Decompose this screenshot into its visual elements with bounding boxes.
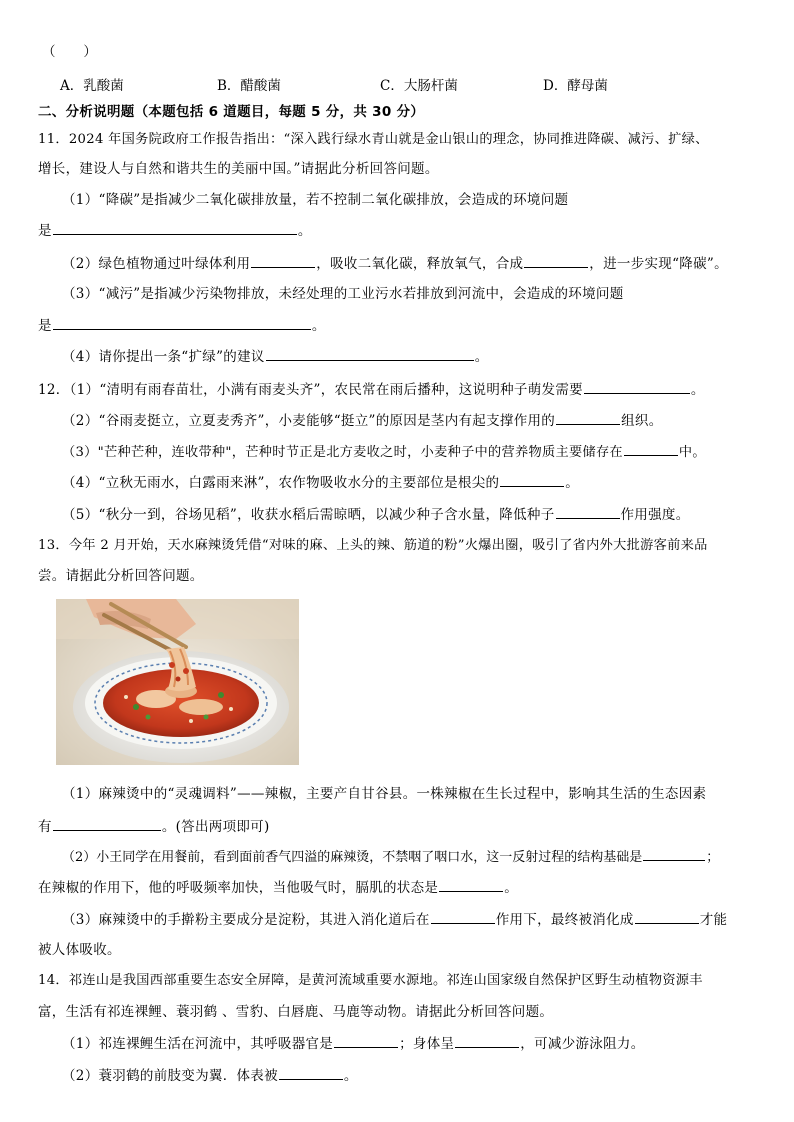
q13-part1-answer: 有 。(答出两项即可) xyxy=(38,816,270,837)
option-text: 醋酸菌 xyxy=(240,78,281,94)
option-b[interactable] xyxy=(217,76,281,96)
q14-part1: （1）祁连裸鲤生活在河流中，其呼吸器官是 ；身体呈 ，可减少游泳阻力。 xyxy=(62,1033,645,1054)
option-letter: D． xyxy=(543,78,568,94)
q11-stem-cont: 增长，建设人与自然和谐共生的美丽中国。”请据此分析回答问题。 xyxy=(38,161,439,177)
answer-paren: （ ） xyxy=(42,44,98,60)
malatang-illustration xyxy=(56,599,299,765)
answer-blank[interactable] xyxy=(53,816,161,831)
answer-blank[interactable] xyxy=(53,220,297,235)
q14-stem-cont: 富，生活有祁连裸鲤、蓑羽鹤 、雪豹、白唇鹿、马鹿等动物。请据此分析回答问题。 xyxy=(38,1004,554,1020)
q13-part2-cont: 在辣椒的作用下，他的呼吸频率加快，当他吸气时，膈肌的状态是 。 xyxy=(38,877,518,898)
q11-part1: （1）“降碳”是指减少二氧化碳排放量，若不控制二氧化碳排放，会造成的环境问题 xyxy=(62,192,569,208)
option-letter: B． xyxy=(217,78,241,94)
option-c[interactable] xyxy=(380,76,458,96)
q11-part2: （2）绿色植物通过叶绿体利用 ，吸收二氧化碳，释放氧气，合成 ，进一步实现“降碳”。 xyxy=(62,253,728,274)
q12-part1: 12．（1）“清明有雨春苗壮，小满有雨麦头齐”，农民常在雨后播种，这说明种子萌发需要 。 xyxy=(38,379,705,400)
q13-part1: （1）麻辣烫中的“灵魂调料”——辣椒，主要产自甘谷县。一株辣椒在生长过程中，影响其生活的生态因素 xyxy=(62,786,707,802)
option-text: 乳酸菌 xyxy=(83,78,124,94)
q13-stem: 13．今年 2 月开始，天水麻辣烫凭借“对味的麻、上头的辣、筋道的粉”火爆出圈，吸引了省内外大批游客前来品 xyxy=(38,538,708,553)
answer-blank[interactable] xyxy=(53,315,311,330)
q12-part4: （4）“立秋无雨水，白露雨来淋”，农作物吸收水分的主要部位是根尖的 。 xyxy=(62,472,579,493)
option-d[interactable] xyxy=(543,76,608,96)
answer-blank[interactable] xyxy=(455,1033,519,1048)
q11-part4: （4）请你提出一条“扩绿”的建议 。 xyxy=(62,346,489,367)
q13-part3-cont: 被人体吸收。 xyxy=(38,942,121,958)
answer-blank[interactable] xyxy=(524,253,588,268)
answer-blank[interactable] xyxy=(334,1033,398,1048)
answer-blank[interactable] xyxy=(500,472,564,487)
option-letter: C． xyxy=(380,78,404,94)
q14-part2: （2）蓑羽鹤的前肢变为翼．体表被 。 xyxy=(62,1065,358,1086)
answer-blank[interactable] xyxy=(431,909,495,924)
option-text: 酵母菌 xyxy=(567,78,608,94)
q11-part3-answer: 是 。 xyxy=(38,315,326,336)
answer-blank[interactable] xyxy=(251,253,315,268)
answer-blank[interactable] xyxy=(279,1065,343,1080)
section-title: 二、分析说明题（本题包括 6 道题目，每题 5 分，共 30 分） xyxy=(38,104,425,120)
answer-blank[interactable] xyxy=(266,346,474,361)
answer-blank[interactable] xyxy=(624,441,678,456)
answer-blank[interactable] xyxy=(643,846,705,861)
q13-part3: （3）麻辣烫中的手擀粉主要成分是淀粉，其进入消化道后在 作用下，最终被消化成 才能 xyxy=(62,909,727,930)
answer-blank[interactable] xyxy=(439,877,503,892)
option-a[interactable] xyxy=(60,76,124,96)
q11-stem: 11．2024 年国务院政府工作报告指出：“深入践行绿水青山就是金山银山的理念，协同推进降碳、减污、扩绿、 xyxy=(38,132,709,147)
answer-blank[interactable] xyxy=(556,410,620,425)
q13-part2: （2）小王同学在用餐前，看到面前香气四溢的麻辣烫，不禁咽了咽口水，这一反射过程的结构基础是 ； xyxy=(62,846,719,868)
answer-blank[interactable] xyxy=(556,504,620,519)
q11-part3: （3）“减污”是指减少污染物排放，未经处理的工业污水若排放到河流中，会造成的环境问题 xyxy=(62,286,624,302)
q14-stem: 14．祁连山是我国西部重要生态安全屏障，是黄河流域重要水源地。祁连山国家级自然保护区野生动植物资源丰 xyxy=(38,973,703,988)
answer-blank[interactable] xyxy=(584,379,690,394)
option-letter: A． xyxy=(60,78,84,94)
q13-stem-cont: 尝。请据此分析回答问题。 xyxy=(38,568,204,584)
q11-part1-answer: 是 。 xyxy=(38,220,312,241)
q12-part5: （5）“秋分一到，谷场见稻”，收获水稻后需晾晒，以减少种子含水量，降低种子 作用强度。 xyxy=(62,504,690,525)
answer-blank[interactable] xyxy=(635,909,699,924)
option-text: 大肠杆菌 xyxy=(403,78,458,94)
q12-part2: （2）“谷雨麦挺立，立夏麦秀齐”，小麦能够“挺立”的原因是茎内有起支撑作用的 组织。 xyxy=(62,410,663,431)
q12-part3: （3）"芒种芒种，连收带种"，芒种时节正是北方麦收之时，小麦种子中的营养物质主要储存在 中。 xyxy=(62,441,706,463)
malatang-photo xyxy=(56,599,299,765)
